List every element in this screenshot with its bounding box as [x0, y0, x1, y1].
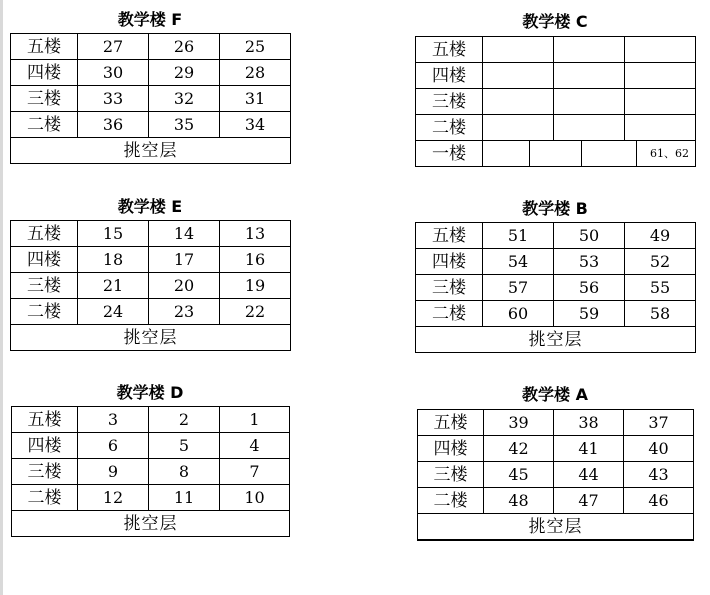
room-cell: 49 [625, 223, 696, 249]
room-cell: 33 [78, 86, 149, 112]
room-cell: 14 [149, 221, 220, 247]
floor-label: 三楼 [418, 462, 484, 488]
room-cell: 35 [149, 112, 220, 138]
table-row [418, 436, 694, 462]
room-cell: 19 [220, 273, 291, 299]
building-d-title: 教学楼 D [116, 383, 184, 402]
room-cell: 47 [554, 488, 624, 514]
room-cell: 10 [220, 485, 290, 511]
ground-level-label: 挑空层 [11, 325, 291, 351]
floor-label: 二楼 [416, 301, 483, 327]
room-cell [625, 89, 696, 115]
table-row [11, 247, 291, 273]
building-b-title: 教学楼 B [522, 199, 588, 218]
floor-label: 五楼 [416, 37, 483, 63]
room-cell: 24 [78, 299, 149, 325]
room-cell: 44 [554, 462, 624, 488]
room-cell: 37 [624, 410, 694, 436]
room-cell: 1 [220, 407, 290, 433]
room-cell: 2 [149, 407, 220, 433]
room-cell: 50 [554, 223, 625, 249]
room-cell: 43 [624, 462, 694, 488]
table-row [11, 86, 291, 112]
room-cell: 18 [78, 247, 149, 273]
room-cell: 22 [220, 299, 291, 325]
room-cell: 16 [220, 247, 291, 273]
room-cell [625, 37, 696, 63]
floor-label: 五楼 [418, 410, 484, 436]
room-cell: 30 [78, 60, 149, 86]
room-cell: 58 [625, 301, 696, 327]
room-cell [554, 115, 625, 141]
table-row [11, 60, 291, 86]
table-row [416, 301, 696, 327]
room-cell [483, 141, 530, 167]
room-cell [483, 89, 554, 115]
room-cell: 42 [484, 436, 554, 462]
building-e-table [10, 220, 291, 351]
building-d-table [11, 406, 290, 537]
floor-label: 四楼 [11, 247, 78, 273]
floor-label: 四楼 [418, 436, 484, 462]
room-cell: 41 [554, 436, 624, 462]
room-cell [554, 89, 625, 115]
floor-label: 五楼 [12, 407, 78, 433]
room-cell: 46 [624, 488, 694, 514]
building-a-title: 教学楼 A [522, 385, 588, 404]
ground-level-label: 挑空层 [418, 514, 694, 541]
room-cell [625, 115, 696, 141]
room-cell: 54 [483, 249, 554, 275]
room-cell: 26 [149, 34, 220, 60]
room-cell: 8 [149, 459, 220, 485]
room-cell: 51 [483, 223, 554, 249]
floor-label: 二楼 [416, 115, 483, 141]
room-cell: 17 [149, 247, 220, 273]
room-cell: 61、62 [637, 141, 696, 167]
room-cell: 20 [149, 273, 220, 299]
room-cell: 39 [484, 410, 554, 436]
table-row [416, 327, 696, 353]
building-a [417, 385, 693, 545]
table-row [416, 115, 696, 141]
table-row [11, 112, 291, 138]
room-cell: 15 [78, 221, 149, 247]
table-row [12, 407, 290, 433]
floor-label: 二楼 [11, 112, 78, 138]
room-cell: 9 [78, 459, 149, 485]
room-cell: 60 [483, 301, 554, 327]
room-cell [625, 63, 696, 89]
building-f-table [10, 33, 291, 164]
table-row [11, 273, 291, 299]
room-cell: 36 [78, 112, 149, 138]
building-e [10, 197, 290, 357]
room-cell: 5 [149, 433, 220, 459]
floor-label: 二楼 [12, 485, 78, 511]
room-cell: 45 [484, 462, 554, 488]
floor-label: 五楼 [11, 221, 78, 247]
floor-label: 四楼 [12, 433, 78, 459]
room-cell: 11 [149, 485, 220, 511]
building-e-title: 教学楼 E [117, 197, 183, 216]
floor-label: 四楼 [416, 249, 483, 275]
table-row [418, 462, 694, 488]
table-row [418, 410, 694, 436]
table-row [11, 325, 291, 351]
table-row [418, 514, 694, 541]
floor-label: 三楼 [416, 275, 483, 301]
room-cell: 34 [220, 112, 291, 138]
room-cell [483, 115, 554, 141]
floor-label: 二楼 [418, 488, 484, 514]
room-cell: 48 [484, 488, 554, 514]
building-b-table [415, 222, 696, 353]
building-b [415, 199, 695, 359]
room-cell: 53 [554, 249, 625, 275]
room-cell: 7 [220, 459, 290, 485]
table-row [416, 141, 696, 167]
table-row [12, 485, 290, 511]
room-cell: 40 [624, 436, 694, 462]
room-cell: 29 [149, 60, 220, 86]
table-row [416, 37, 696, 63]
floor-label: 四楼 [416, 63, 483, 89]
floor-label: 三楼 [11, 273, 78, 299]
table-row [11, 221, 291, 247]
room-cell [483, 37, 554, 63]
table-row [12, 511, 290, 537]
room-cell: 23 [149, 299, 220, 325]
room-cell [483, 63, 554, 89]
room-cell [554, 63, 625, 89]
building-c-table [415, 36, 696, 167]
table-row [416, 249, 696, 275]
ground-level-label: 挑空层 [12, 511, 290, 537]
room-cell: 21 [78, 273, 149, 299]
room-cell: 56 [554, 275, 625, 301]
table-row [12, 433, 290, 459]
room-cell [530, 141, 582, 167]
ground-level-label: 挑空层 [416, 327, 696, 353]
floor-label: 三楼 [416, 89, 483, 115]
table-row [416, 63, 696, 89]
floor-label: 五楼 [11, 34, 78, 60]
floor-label: 五楼 [416, 223, 483, 249]
building-f [10, 10, 290, 170]
table-row [11, 138, 291, 164]
room-cell: 59 [554, 301, 625, 327]
table-row [418, 488, 694, 514]
table-row [11, 299, 291, 325]
floor-label: 三楼 [11, 86, 78, 112]
room-cell: 55 [625, 275, 696, 301]
room-cell [582, 141, 637, 167]
building-c [415, 12, 695, 172]
room-cell: 28 [220, 60, 291, 86]
building-f-title: 教学楼 F [117, 10, 183, 29]
room-cell: 38 [554, 410, 624, 436]
room-cell [554, 37, 625, 63]
room-cell: 6 [78, 433, 149, 459]
room-cell: 13 [220, 221, 291, 247]
floor-label: 三楼 [12, 459, 78, 485]
building-c-title: 教学楼 C [522, 12, 588, 31]
table-row [416, 89, 696, 115]
floor-label: 二楼 [11, 299, 78, 325]
table-row [12, 459, 290, 485]
table-row [416, 223, 696, 249]
table-row [11, 34, 291, 60]
room-cell: 31 [220, 86, 291, 112]
room-cell: 12 [78, 485, 149, 511]
room-cell: 57 [483, 275, 554, 301]
floor-label: 一楼 [416, 141, 483, 167]
table-row [416, 275, 696, 301]
ground-level-label: 挑空层 [11, 138, 291, 164]
room-cell: 3 [78, 407, 149, 433]
room-cell: 25 [220, 34, 291, 60]
room-cell: 52 [625, 249, 696, 275]
room-cell: 32 [149, 86, 220, 112]
building-d [11, 383, 289, 543]
building-a-table [417, 409, 694, 541]
floor-label: 四楼 [11, 60, 78, 86]
room-cell: 4 [220, 433, 290, 459]
page-left-rule [0, 0, 3, 595]
room-cell: 27 [78, 34, 149, 60]
